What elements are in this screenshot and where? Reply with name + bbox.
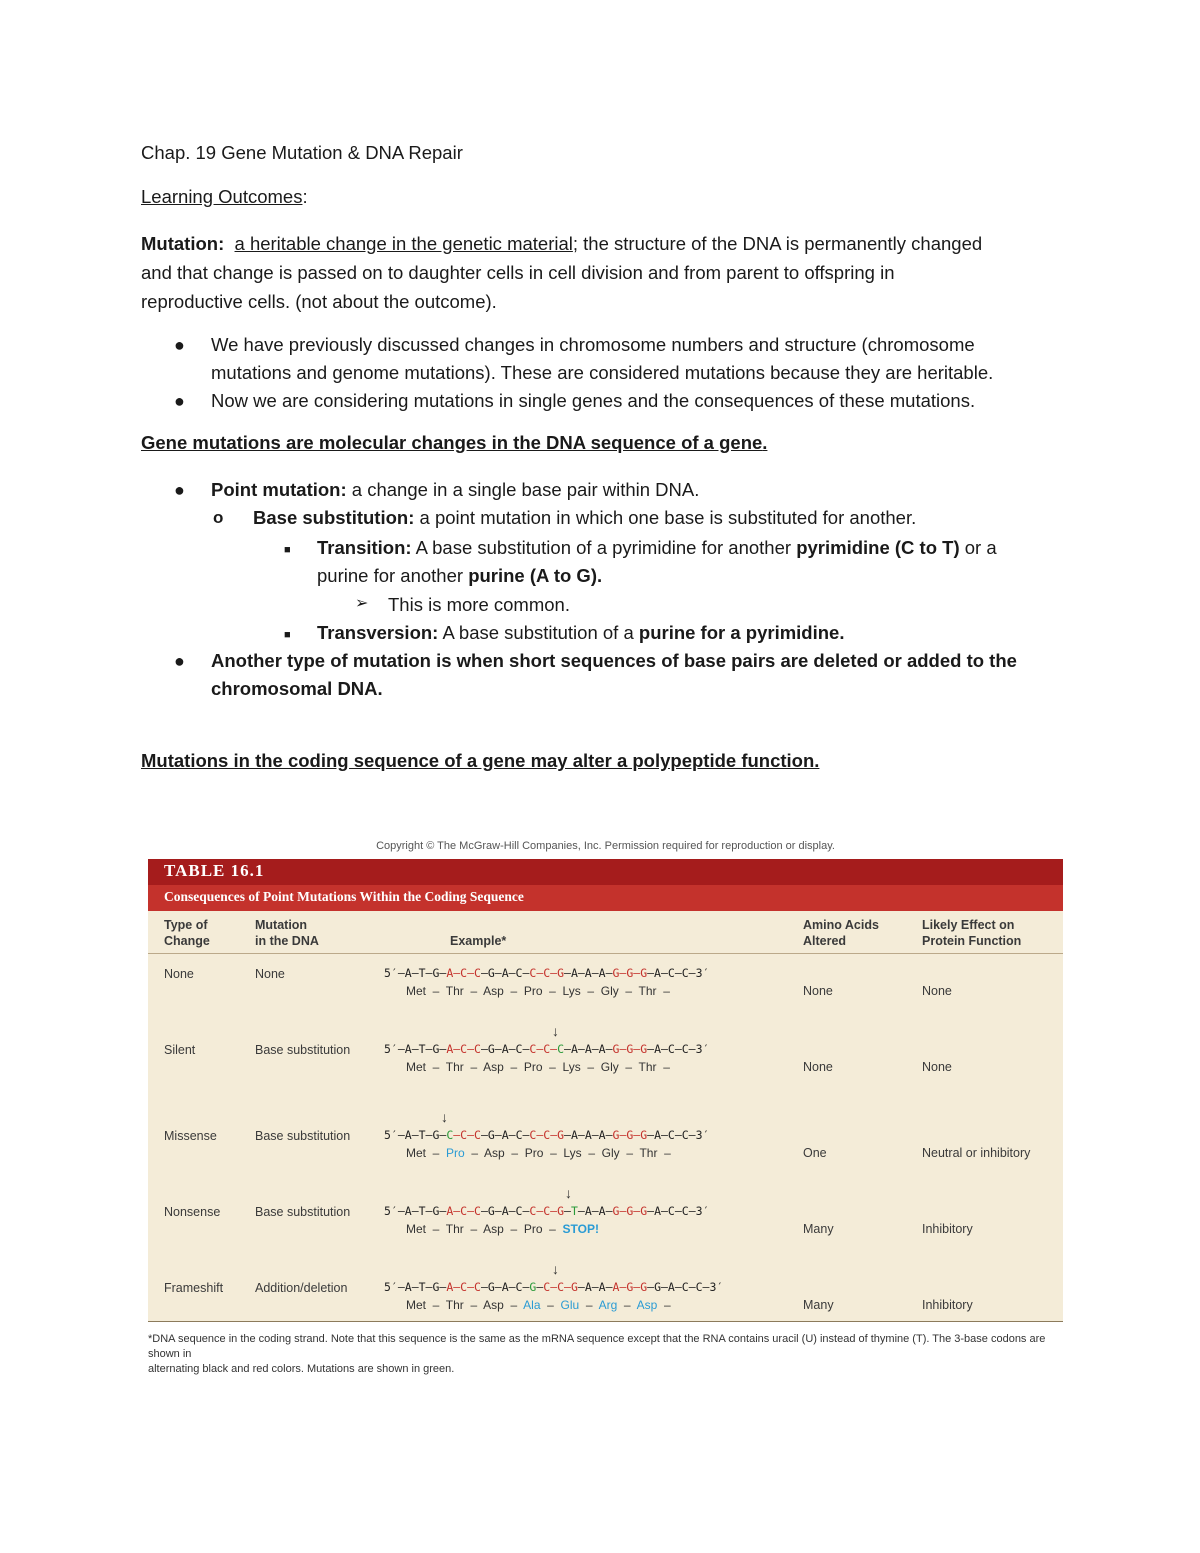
table-figure xyxy=(148,835,1063,1375)
table-cell: Silent xyxy=(164,1043,196,1057)
bullet-icon: ● xyxy=(174,480,185,500)
table-footnote: *DNA sequence in the coding strand. Note that this sequence is the same as the mRNA sequence except that the RNA contains uracil (U) instead of thymine (T). The 3-base codons are shown in alternating black and red colors. Mutations are shown in green. xyxy=(148,1333,1046,1375)
table-cell: Inhibitory xyxy=(922,1298,973,1312)
list-item: Point mutation: a change in a single base pair within DNA. xyxy=(211,479,700,500)
learning-outcomes: Learning Outcomes: xyxy=(141,186,308,207)
column-header: Mutation in the DNA xyxy=(255,918,319,948)
mutation-arrow-icon: ↓ xyxy=(565,1185,572,1201)
table-title: Consequences of Point Mutations Within the Coding Sequence xyxy=(164,889,524,904)
bullet-icon: ● xyxy=(174,391,185,411)
table-cell: None xyxy=(803,1060,833,1074)
mutation-arrow-icon: ↓ xyxy=(552,1023,559,1039)
table-cell: Nonsense xyxy=(164,1205,221,1219)
bullet-icon: ● xyxy=(174,651,185,671)
table-cell: Addition/deletion xyxy=(255,1281,348,1295)
bullet-icon: ● xyxy=(174,335,185,355)
square-bullet-icon: ■ xyxy=(284,544,291,556)
sub-bullet-icon: o xyxy=(213,508,224,527)
column-header: Amino Acids Altered xyxy=(803,918,879,948)
table-cell: None xyxy=(164,967,194,981)
mutation-arrow-icon: ↓ xyxy=(441,1109,448,1125)
table-cell: None xyxy=(803,984,833,998)
table-cell: Inhibitory xyxy=(922,1222,973,1236)
column-header: Likely Effect on Protein Function xyxy=(922,918,1022,948)
dna-sequence: 5′–A–T–G–A–C–C–G–A–C–C–C–G–T–A–A–G–G–G–A–C–C–3′ xyxy=(384,1204,710,1218)
section-heading: Gene mutations are molecular changes in the DNA sequence of a gene. xyxy=(141,432,768,453)
list-item: Base substitution: a point mutation in which one base is substituted for another. xyxy=(253,507,917,528)
table-cell: Many xyxy=(803,1222,834,1236)
table-cell: Frameshift xyxy=(164,1281,224,1295)
amino-acid-sequence: Met – Thr – Asp – Pro – STOP! xyxy=(406,1222,599,1236)
column-header: Example* xyxy=(450,934,507,948)
amino-acid-sequence: Met – Pro – Asp – Pro – Lys – Gly – Thr – xyxy=(406,1146,671,1160)
table-cell: Neutral or inhibitory xyxy=(922,1146,1031,1160)
section-heading: Mutations in the coding sequence of a gene may alter a polypeptide function. xyxy=(141,750,820,771)
amino-acid-sequence: Met – Thr – Asp – Pro – Lys – Gly – Thr – xyxy=(406,1060,670,1074)
dna-sequence: 5′–A–T–G–C–C–C–G–A–C–C–C–G–A–A–A–G–G–G–A–C–C–3′ xyxy=(384,1128,710,1142)
table-cell: None xyxy=(922,984,952,998)
square-bullet-icon: ■ xyxy=(284,629,291,641)
dna-sequence: 5′–A–T–G–A–C–C–G–A–C–C–C–G–A–A–A–G–G–G–A–C–C–3′ xyxy=(384,966,710,980)
table-cell: Base substitution xyxy=(255,1205,351,1219)
amino-acid-sequence: Met – Thr – Asp – Ala – Glu – Arg – Asp – xyxy=(406,1298,671,1312)
list-item: Now we are considering mutations in single genes and the consequences of these mutations. xyxy=(211,390,976,411)
amino-acid-sequence: Met – Thr – Asp – Pro – Lys – Gly – Thr – xyxy=(406,984,670,998)
page-title: Chap. 19 Gene Mutation & DNA Repair xyxy=(141,142,463,163)
table-label: TABLE 16.1 xyxy=(164,861,265,880)
list-item: We have previously discussed changes in chromosome numbers and structure (chromosome mutations and genome mutations). These are considered mutations because they are heritable. xyxy=(211,334,994,383)
mutation-table xyxy=(148,859,1063,1322)
table-cell: None xyxy=(922,1060,952,1074)
table-cell: None xyxy=(255,967,285,981)
table-cell: Missense xyxy=(164,1129,217,1143)
column-header: Type of Change xyxy=(164,918,210,948)
copyright-notice: Copyright © The McGraw-Hill Companies, Inc. Permission required for reproduction or display. xyxy=(376,840,835,852)
mutation-arrow-icon: ↓ xyxy=(552,1261,559,1277)
table-cell: Many xyxy=(803,1298,834,1312)
arrow-bullet-icon: ➢ xyxy=(355,595,369,612)
table-cell: One xyxy=(803,1146,827,1160)
list-item: Transition: A base substitution of a pyrimidine for another pyrimidine (C to T) or a purine for another purine (A to G). xyxy=(317,537,997,586)
table-cell: Base substitution xyxy=(255,1129,351,1143)
list-item: This is more common. xyxy=(388,594,570,615)
list-item: Transversion: A base substitution of a purine for a pyrimidine. xyxy=(317,622,845,643)
list-item: Another type of mutation is when short sequences of base pairs are deleted or added to the chromosomal DNA. xyxy=(211,650,1017,699)
dna-sequence: 5′–A–T–G–A–C–C–G–A–C–C–C–C–A–A–A–G–G–G–A–C–C–3′ xyxy=(384,1042,710,1056)
mutation-definition: Mutation: a heritable change in the genetic material; the structure of the DNA is permanently changed and that change is passed on to daughter cells in cell division and from parent to offspring in reproductive cells. (not about the outcome). xyxy=(141,233,983,312)
table-cell: Base substitution xyxy=(255,1043,351,1057)
dna-sequence: 5′–A–T–G–A–C–C–G–A–C–G–C–C–G–A–A–A–G–G–G–A–C–C–3′ xyxy=(384,1280,724,1294)
